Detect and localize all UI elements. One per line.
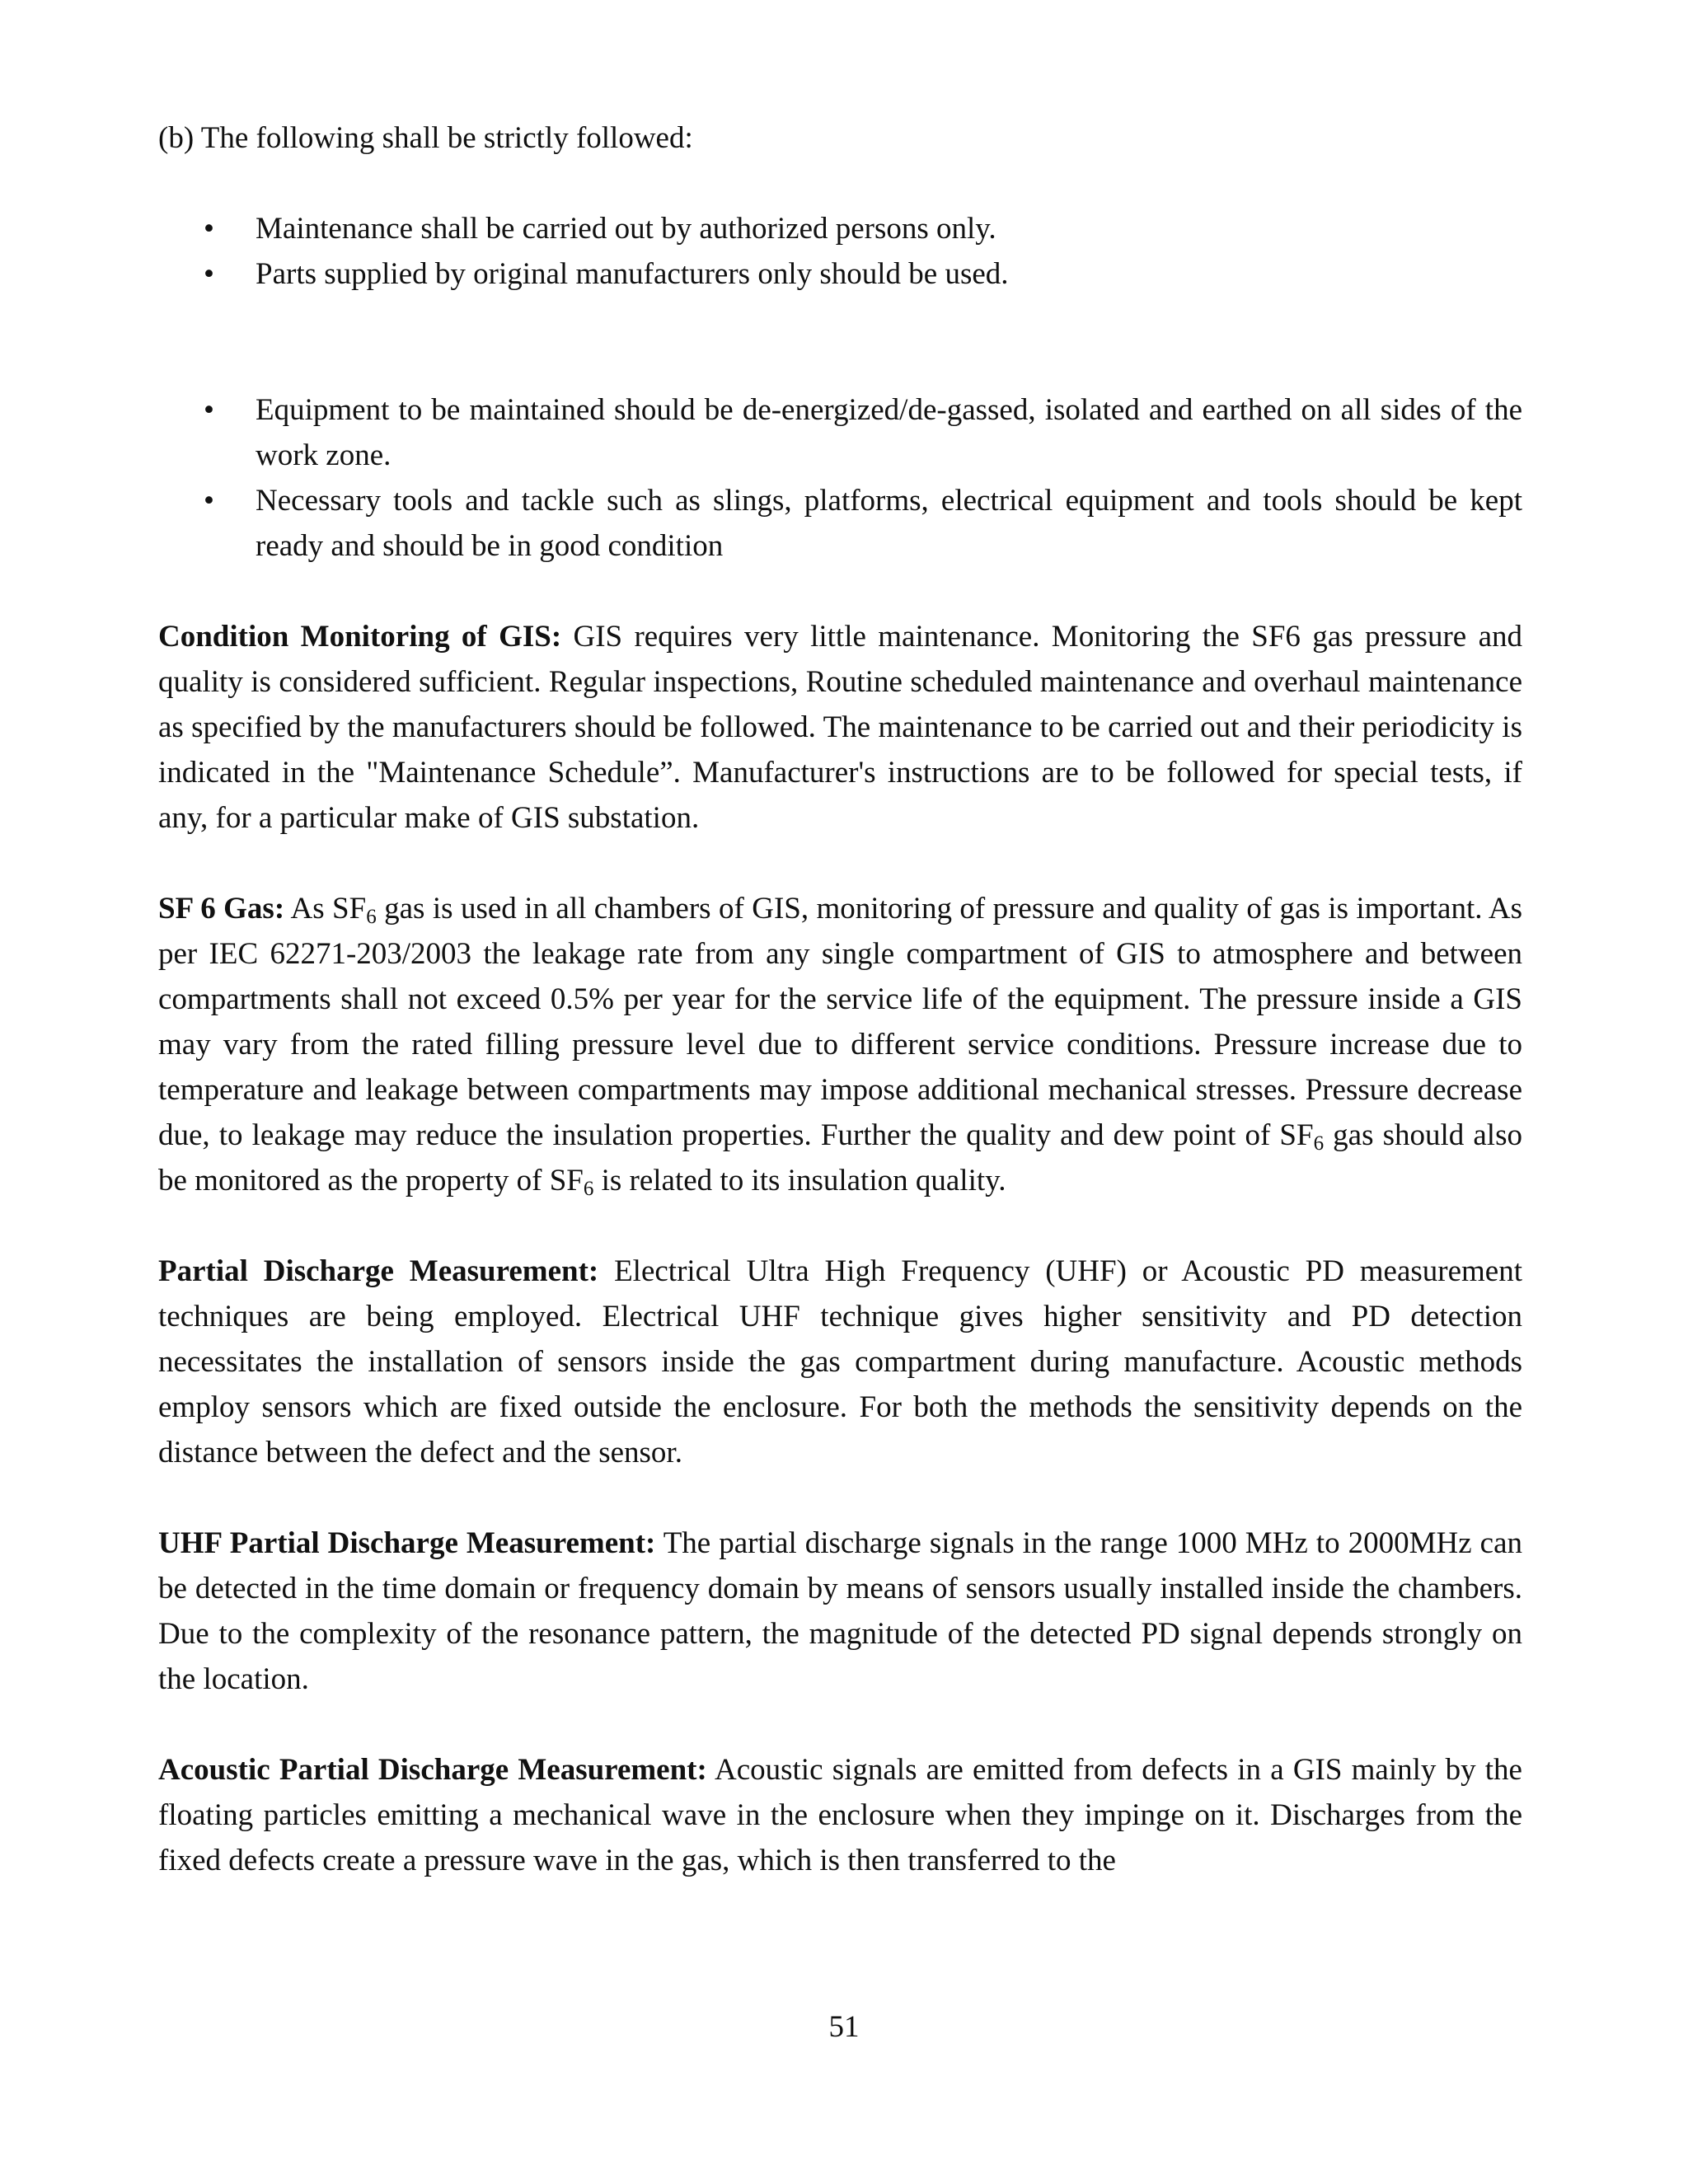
section-uhf-partial-discharge (158, 1521, 1522, 1702)
section-body-part: As SF (284, 892, 367, 926)
section-body: GIS requires very little maintenance. Monitoring the SF6 gas pressure and quality is considered sufficient. Regular inspections, Routine scheduled maintenance and overhaul maintenance as specified by the manufacturers should be followed. The maintenance to be carried out and their periodicity is indicated in the "Maintenance Schedule”. Manufacturer's instructions are to be followed for special tests, if any, for a particular make of GIS substation. (158, 620, 1522, 835)
section-heading: Condition Monitoring of GIS: (158, 620, 562, 654)
section-heading: UHF Partial Discharge Measurement: (158, 1526, 656, 1560)
bullet-list-preparation (158, 387, 1522, 569)
subscript: 6 (366, 906, 377, 928)
bullet-item: • Parts supplied by original manufacturers only should be used. (158, 251, 1522, 297)
section-body: The partial discharge signals in the range 1000 MHz to 2000MHz can be detected in the time domain or frequency domain by means of sensors usually installed inside the chambers. Due to the complexity of the resonance pattern, the magnitude of the detected PD signal depends strongly on the location. (158, 1526, 1522, 1696)
section-body-part: gas is used in all chambers of GIS, monitoring of pressure and quality of gas is important. As per IEC 62271-203/2003 the leakage rate from any single compartment of GIS to atmosphere and between compartments shall not exceed 0.5% per year for the service life of the equipment. The pressure inside a GIS may vary from the rated filling pressure level due to different service conditions. Pressure increase due to temperature and leakage between compartments may impose additional mechanical stresses. Pressure decrease due, to leakage may reduce the insulation properties. Further the quality and dew point of SF (158, 892, 1522, 1152)
subscript: 6 (1313, 1132, 1325, 1155)
section-sf6-gas (158, 886, 1522, 1203)
section-body: Electrical Ultra High Frequency (UHF) or Acoustic PD measurement techniques are being employed. Electrical UHF technique gives higher sensitivity and PD detection necessitates the installation of sensors inside the gas compartment during manufacture. Acoustic methods employ sensors which are fixed outside the enclosure. For both the methods the sensitivity depends on the distance between the defect and the sensor. (158, 1254, 1523, 1469)
section-heading: Acoustic Partial Discharge Measurement: (158, 1753, 707, 1787)
subscript: 6 (583, 1178, 594, 1200)
document-page (158, 115, 1522, 1929)
section-body-part: is related to its insulation quality. (593, 1164, 1006, 1197)
section-acoustic-partial-discharge (158, 1747, 1522, 1883)
section-body-part: gas should also be monitored as the property of SF (158, 1118, 1522, 1197)
page-number: 51 (828, 2010, 860, 2044)
bullet-item: • Necessary tools and tackle such as slings, platforms, electrical equipment and tools should be kept ready and should be in good condition (158, 478, 1522, 569)
section-body: Acoustic signals are emitted from defects in a GIS mainly by the floating particles emitting a mechanical wave in the enclosure when they impinge on it. Discharges from the fixed defects create a pressure wave in the gas, which is then transferred to the (158, 1753, 1522, 1877)
section-heading: SF 6 Gas: (158, 892, 285, 926)
bullet-item: • Maintenance shall be carried out by authorized persons only. (158, 206, 1522, 251)
bullet-item: • Equipment to be maintained should be de-energized/de-gassed, isolated and earthed on all sides of the work zone. (158, 387, 1522, 478)
intro-line: (b) The following shall be strictly followed: (158, 121, 693, 155)
bullet-list-general (158, 206, 1522, 297)
section-heading: Partial Discharge Measurement: (158, 1254, 599, 1288)
section-partial-discharge (158, 1249, 1522, 1475)
section-condition-monitoring (158, 614, 1522, 841)
